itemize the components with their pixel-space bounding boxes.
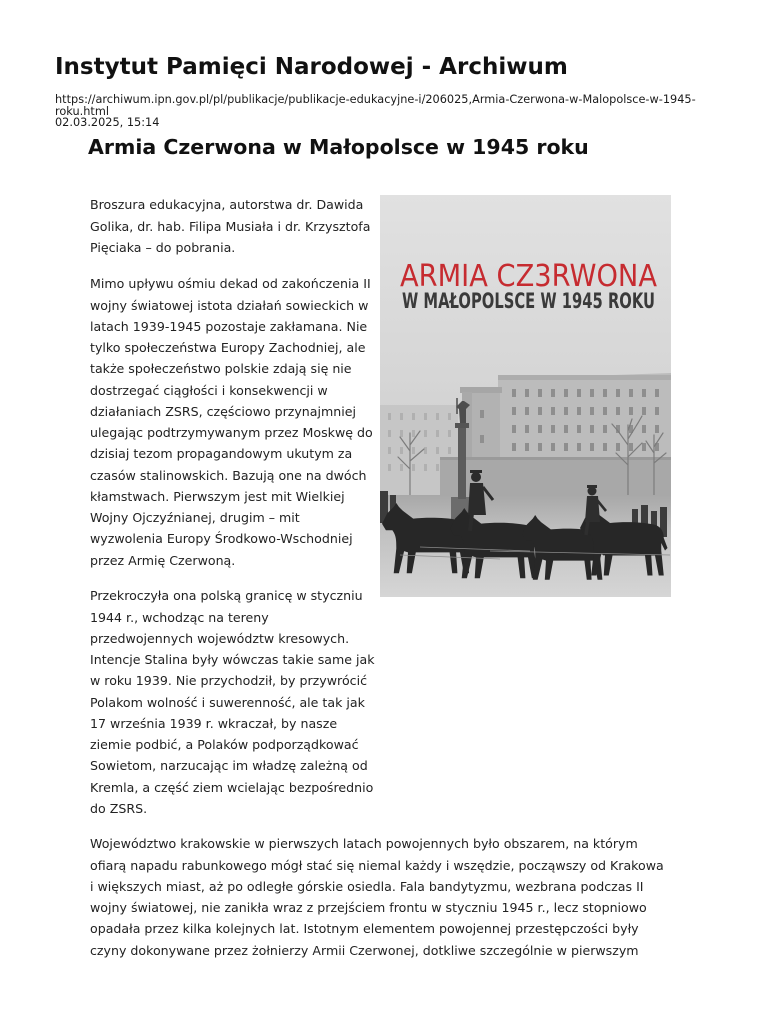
print-timestamp: 02.03.2025, 15:14 [55,116,160,130]
text-line: w roku 1939. Nie przychodził, by przywrócić [90,673,368,689]
text-line: Przekroczyła ona polską granicę w styczniu [90,588,363,604]
text-line: 17 września 1939 r. wkraczał, by nasze [90,715,338,731]
text-line: działaniach ZSRS, częściowo przynajmniej [90,403,357,419]
cover-title: ARMIA CZ3RWONA [400,259,658,294]
text-line: kłamstwach. Pierwszym jest mit Wielkiej [90,488,345,504]
text-line: Kremla, a część ziem wcielając bezpośrednio [90,779,374,795]
source-url-line: https://archiwum.ipn.gov.pl/pl/publikacje/publikacje-edukacyjne-i/206025,Armia-Czerwona-w-Malopolsce-w-1945- [55,93,696,106]
text-line: ulegając podtrzymywanym przez Moskwę do [90,425,373,441]
text-line: dostrzegać ciągłości i konsekwencji w [90,382,328,398]
source-info [55,94,696,129]
text-line: dzisiaj tezom propagandowym ukutym za [90,446,353,462]
text-line: przedwojennych województw kresowych. [90,630,350,646]
text-line: latach 1939-1945 pozostaje zakłamana. Nie [90,318,368,334]
text-line: wojny światowej istota działań sowieckich w [90,297,369,313]
text-line: ofiarą napadu rabunkowego mógł stać się niemal każdy i wszędzie, począwszy od Krakowa [90,857,664,873]
text-line: czyny dokonywane przez żołnierzy Armii Czerwonej, dotkliwe szczególnie w pierwszym [90,942,639,958]
cover-subtitle: W MAŁOPOLSCE W 1945 ROKU [402,289,655,313]
text-line: 1944 r., wchodząc na tereny [90,609,269,625]
text-line: czasów stalinowskich. Bazują one na dwóch [90,467,367,483]
text-line: Intencje Stalina były wówczas takie same jak [90,652,375,668]
text-line: Wojny Ojczyźnianej, drugim – mit [90,510,300,526]
text-line: Broszura edukacyjna, autorstwa dr. Dawida [90,197,364,213]
cover-artwork [380,195,671,597]
article-title: Armia Czerwona w Małopolsce w 1945 roku [88,135,589,159]
text-line: Województwo krakowskie w pierwszych latach powojennych było obszarem, na którym [90,836,638,852]
text-line: także społeczeństwo polskie zdają się nie [90,361,352,377]
text-line: opadała przez kilka kolejnych lat. Istotnym elementem powojennej przestępczości były [90,921,639,937]
text-line: wyzwolenia Europy Środkowo-Wschodniej [90,531,353,547]
brochure-cover-image [380,195,671,597]
text-line: Pięciaka – do pobrania. [90,239,236,255]
paragraph-intro [90,194,370,258]
text-line: i większych miast, aż po odległe górskie osiedla. Fala bandytyzmu, wezbrana podczas II [90,878,644,894]
paragraph [90,273,373,571]
source-url-line: roku.html [55,104,109,118]
paragraph [90,585,375,819]
text-line: do ZSRS. [90,800,148,816]
text-line: Polakom wolność i suwerenność, ale tak jak [90,694,365,710]
text-line: ziemie podbić, a Polaków podporządkować [90,737,359,753]
text-line: tylko społeczeństwa Europy Zachodniej, ale [90,340,366,356]
text-line: Sowietom, narzucając im władzę zależną od [90,758,368,774]
site-title: Instytut Pamięci Narodowej - Archiwum [55,54,568,80]
text-line: Mimo upływu ośmiu dekad od zakończenia II [90,276,371,292]
text-line: przez Armię Czerwoną. [90,552,236,568]
text-line: wojny światowej, nie zanikła wraz z przejściem frontu w styczniu 1945 r., lecz stopniowo [90,900,647,916]
text-line: Golika, dr. hab. Filipa Musiała i dr. Krzysztofa [90,218,371,234]
paragraph [90,833,664,961]
